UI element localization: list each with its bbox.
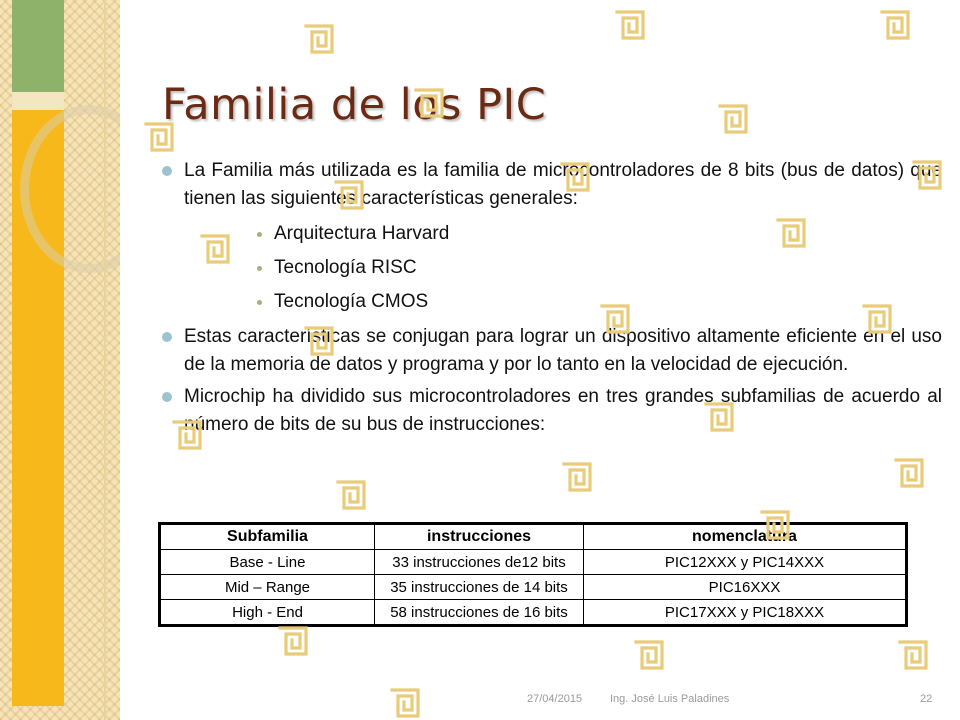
table-cell: PIC17XXX y PIC18XXX bbox=[584, 600, 906, 625]
cream-band bbox=[12, 92, 64, 110]
sub-bullet-item bbox=[254, 217, 942, 251]
greek-key-icon bbox=[894, 458, 924, 488]
header-instrucciones: instrucciones bbox=[375, 525, 584, 550]
subfamily-table bbox=[160, 524, 906, 625]
bullet-item bbox=[162, 157, 942, 319]
table-cell: Base - Line bbox=[161, 550, 375, 575]
greek-key-icon bbox=[634, 640, 664, 670]
table-row bbox=[161, 575, 906, 600]
greek-key-icon bbox=[336, 480, 366, 510]
bullet-item bbox=[162, 383, 942, 439]
table-cell: Mid – Range bbox=[161, 575, 375, 600]
table-header-row bbox=[161, 525, 906, 550]
greek-key-icon bbox=[880, 10, 910, 40]
table-cell: PIC16XXX bbox=[584, 575, 906, 600]
sub-bullet-text: Tecnología RISC bbox=[274, 257, 417, 278]
header-nomenclatura: nomenclatura bbox=[584, 525, 906, 550]
table-cell: 35 instrucciones de 14 bits bbox=[375, 575, 584, 600]
sub-bullet-item bbox=[254, 251, 942, 285]
footer-author: Ing. José Luis Paladines bbox=[610, 693, 730, 705]
bullet-list bbox=[162, 157, 942, 443]
greek-key-icon bbox=[615, 10, 645, 40]
bullet-text: Estas características se conjugan para lograr un dispositivo altamente eficiente en el uso de la memoria de datos y programa y por lo tanto en la velocidad de ejecución. bbox=[184, 326, 942, 375]
footer-page-number: 22 bbox=[920, 693, 933, 705]
sub-bullet-text: Arquitectura Harvard bbox=[274, 223, 450, 244]
bullet-item bbox=[162, 323, 942, 379]
table-cell: PIC12XXX y PIC14XXX bbox=[584, 550, 906, 575]
greek-key-icon bbox=[898, 640, 928, 670]
table-cell: 58 instrucciones de 16 bits bbox=[375, 600, 584, 625]
greek-key-icon bbox=[718, 104, 748, 134]
strip-divider bbox=[104, 0, 106, 720]
header-subfamilia: Subfamilia bbox=[161, 525, 375, 550]
sub-bullet-item bbox=[254, 285, 942, 319]
sub-bullet-list bbox=[184, 217, 942, 319]
bullet-dot-icon bbox=[162, 392, 172, 402]
table-row bbox=[161, 550, 906, 575]
table-cell: High - End bbox=[161, 600, 375, 625]
greek-key-icon bbox=[278, 626, 308, 656]
bullet-dot-icon bbox=[162, 166, 172, 176]
table-cell: 33 instrucciones de12 bits bbox=[375, 550, 584, 575]
slide-title: Familia de los PIC bbox=[162, 80, 547, 130]
footer-date: 27/04/2015 bbox=[527, 693, 583, 705]
table-row bbox=[161, 600, 906, 625]
sub-bullet-dot-icon bbox=[257, 266, 262, 271]
sub-bullet-dot-icon bbox=[257, 300, 262, 305]
greek-key-icon bbox=[390, 688, 420, 718]
left-decorative-strip bbox=[0, 0, 120, 720]
greek-key-icon bbox=[562, 462, 592, 492]
bullet-text: Microchip ha dividido sus microcontroladores en tres grandes subfamilias de acuerdo al número de bits de su bus de instrucciones: bbox=[184, 386, 942, 435]
sub-bullet-dot-icon bbox=[257, 232, 262, 237]
green-band bbox=[12, 0, 64, 92]
sub-bullet-text: Tecnología CMOS bbox=[274, 291, 429, 312]
bullet-text: La Familia más utilizada es la familia de microcontroladores de 8 bits (bus de datos) que tienen las siguientes características generales: bbox=[184, 160, 942, 209]
greek-key-icon bbox=[304, 24, 334, 54]
bullet-dot-icon bbox=[162, 332, 172, 342]
